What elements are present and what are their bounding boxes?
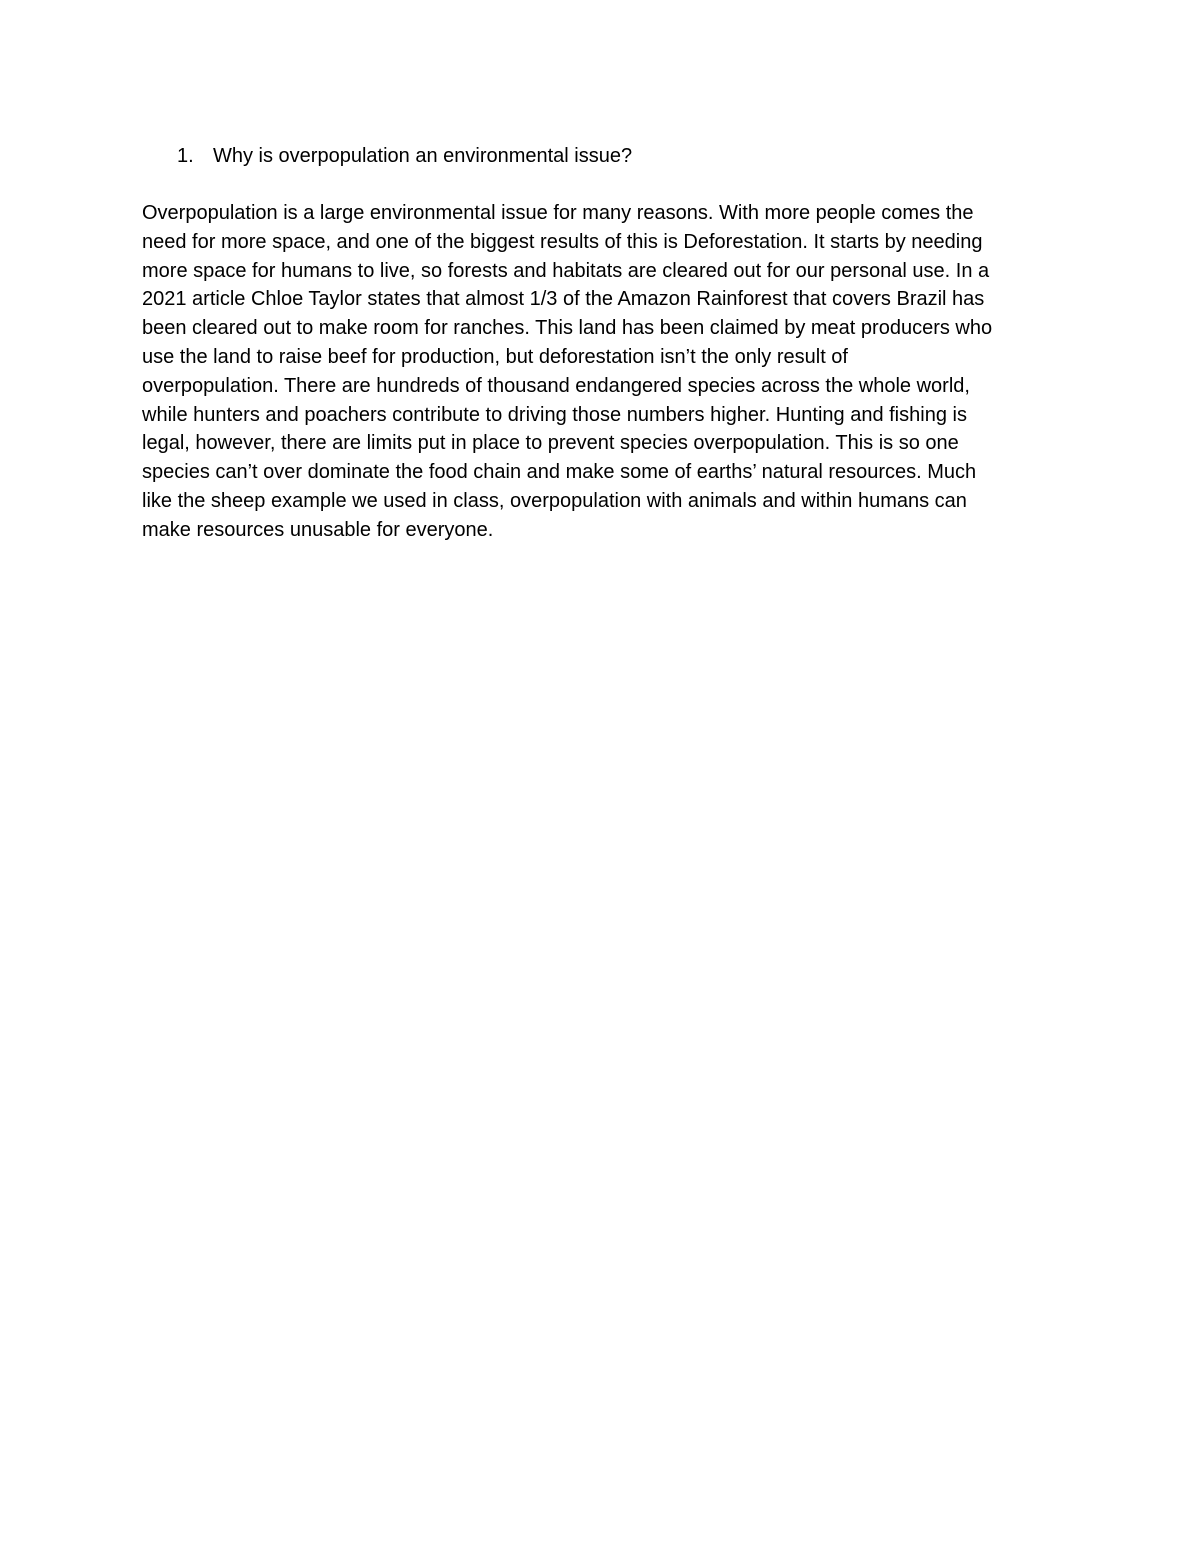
answer-line: make resources unusable for everyone. (142, 518, 494, 541)
question-number: 1. (177, 145, 194, 167)
answer-paragraph (142, 199, 1072, 545)
question-text: Why is overpopulation an environmental issue? (213, 145, 633, 167)
answer-line: been cleared out to make room for ranches. This land has been claimed by meat producers who (142, 317, 993, 340)
answer-line: overpopulation. There are hundreds of thousand endangered species across the whole world, (142, 374, 970, 397)
answer-line: like the sheep example we used in class, overpopulation with animals and within humans can (142, 489, 967, 512)
answer-line: use the land to raise beef for production, but deforestation isn’t the only result of (142, 345, 848, 368)
answer-line: species can’t over dominate the food chain and make some of earths’ natural resources. Much (142, 461, 977, 484)
question-item (177, 142, 632, 170)
answer-line: need for more space, and one of the biggest results of this is Deforestation. It starts by needing (142, 230, 983, 253)
answer-line: 2021 article Chloe Taylor states that almost 1/3 of the Amazon Rainforest that covers Brazil has (142, 288, 985, 311)
answer-line: while hunters and poachers contribute to driving those numbers higher. Hunting and fishing is (142, 403, 967, 426)
answer-line: Overpopulation is a large environmental issue for many reasons. With more people comes the (142, 202, 974, 224)
answer-line: more space for humans to live, so forests and habitats are cleared out for our personal use. In a (142, 259, 990, 282)
answer-line: legal, however, there are limits put in place to prevent species overpopulation. This is so one (142, 432, 959, 455)
